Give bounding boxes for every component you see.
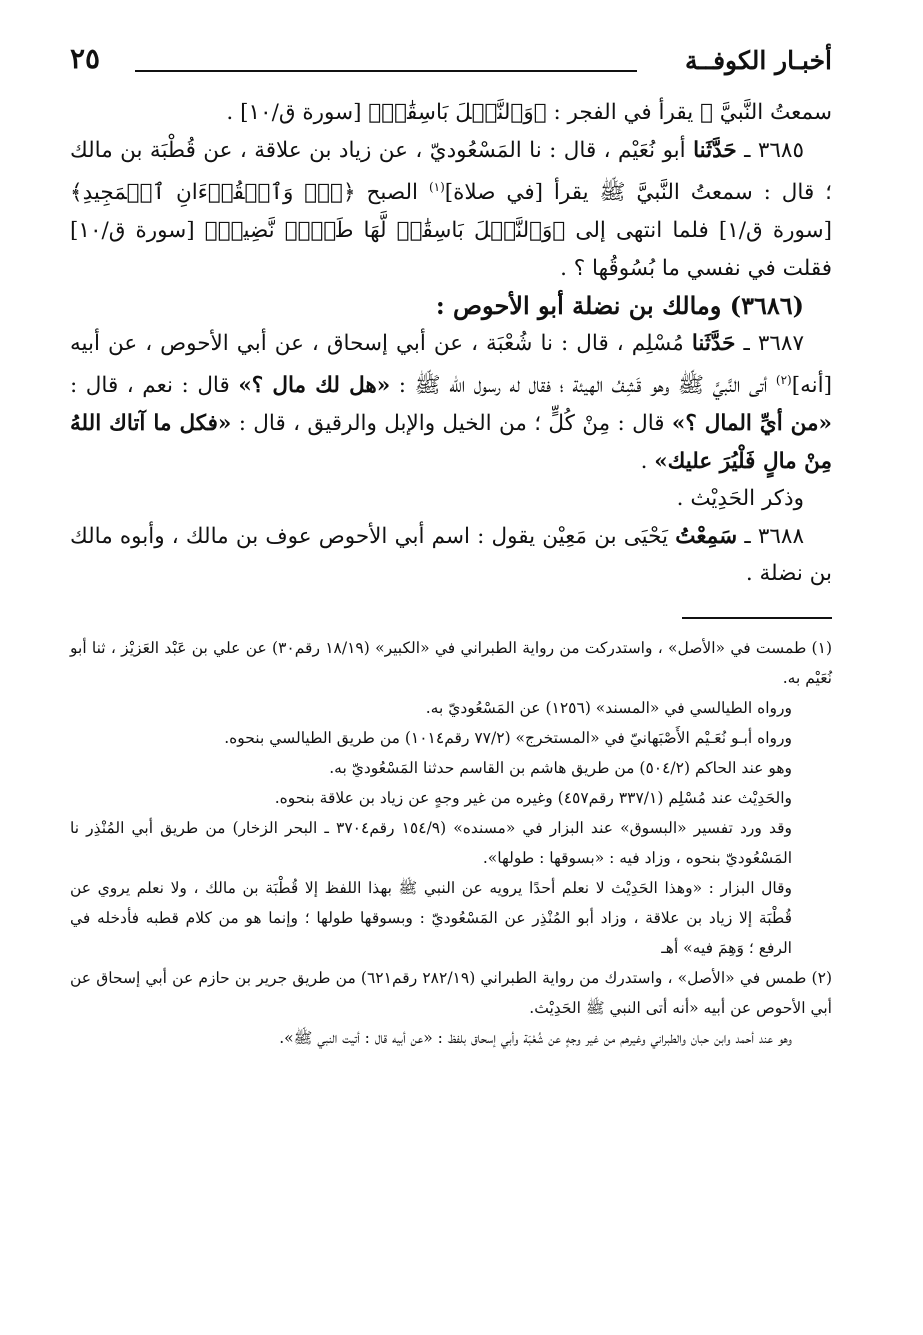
hadith-text: مُسْلِم ، قال : نا شُعْبَة ، عن أبي إسحاق ، عن أبي الأحوص ، عن أبيه [أنه] <box>70 330 832 399</box>
hadith-lead-word: سَمِعْتُ <box>675 523 738 549</box>
footnote-2: (٢) طمس في «الأصل» ، واستدرك من رواية الطبراني (٢٨٢/١٩ رقم٦٢١) من طريق جرير بن حازم عن أبي إسحاق عن أبي الأحوص عن أبيه «أنه أتى النبي ﷺ الحَدِيْث. <box>70 969 832 1018</box>
footnotes <box>70 633 832 1053</box>
page <box>70 40 832 1310</box>
hadith-number: ٣٦٨٥ ـ <box>736 137 805 163</box>
prophetic-speech: «هل لك مال ؟» <box>238 373 391 399</box>
hadith-lead-word: حَدَّثَنا <box>693 137 737 163</box>
paragraph-dhakar: وذكر الحَدِيْث . <box>676 486 804 512</box>
hadith-text: أبو نُعَيْم ، قال : نا المَسْعُوديّ ، عن زياد بن علاقة ، عن قُطْبَة بن مالك ؛ قال : سمعتُ النَّبيَّ ﷺ يقرأ [في صلاة] <box>70 137 832 206</box>
page-header <box>70 40 832 80</box>
hadith-3688 <box>70 518 832 593</box>
hadith-3687 <box>70 325 832 481</box>
hadith-text-cont: الصبح ﴿قٓۚ وَٱلۡقُرۡءَانِ ٱلۡمَجِيدِ﴾ [سورة ق/١] فلما انتهى إلى ﴿وَٱلنَّخۡلَ بَاسِقَٰتٖ لَّهَا طَلۡعٞ نَّضِيدٞ﴾ [سورة ق/١٠] فقلت في نفسي ما بُسُوقُها ؟ . <box>70 180 832 281</box>
main-text <box>70 94 832 593</box>
header-rule <box>135 70 637 72</box>
footnote-1: (١) طمست في «الأصل» ، واستدركت من رواية الطبراني في «الكبير» (١٨/١٩ رقم٣٠) عن علي بن عَبْد العَزيْز ، ثنا أبو نُعَيْم به. <box>70 639 832 688</box>
hadith-text-cont: أتى النَّبيَّ ﷺ وهو قَشِفُ الهيئة ؛ فقال له رسول الله ﷺ : <box>390 373 776 399</box>
footnote-line: وهو عند الحاكم (٥٠٤/٢) من طريق هاشم بن القاسم حدثنا المَسْعُوديّ به. <box>329 759 792 778</box>
footnote-ref-2: (٢) <box>775 373 792 388</box>
hadith-lead-word: حَدَّثَنا <box>691 330 736 356</box>
footnote-line: وهو عند أحمد وابن حبان والطبراني وغيرهم من غير وجهٍ عن شُعْبَة وأبي إسحاق بلفظ : «عن أبيه قال : أتيت النبي ﷺ». <box>279 1029 792 1048</box>
prophetic-speech: «فكل ما آتاك اللهُ مِنْ مالٍ فَلْيُرَ عليك» <box>70 411 832 474</box>
running-title: أخبـار الكوفــة <box>685 46 832 75</box>
prophetic-speech: «من أيِّ المال ؟» <box>671 411 832 437</box>
page-number: ٢٥ <box>70 42 101 75</box>
footnote-line: ورواه الطيالسي في «المسند» (١٢٥٦) عن المَسْعُوديّ به. <box>425 699 792 718</box>
section-heading-3686: (٣٦٨٦) ومالك بن نضلة أبو الأحوص : <box>435 291 804 321</box>
footnote-line: وقال البزار : «وهذا الحَدِيْث لا نعلم أحدًا يرويه عن النبي ﷺ بهذا اللفظ إلا قُطْبَة بن مالك ، ولا نعلم يروي عن قُطْبَة إلا زياد بن علاقة ، وزاد أبو المُنْذِر عن المَسْعُوديّ : وبسوقها طولها ؛ وإنما هو من كلام قطبه فأدخله في الرفع ؛ وَهِمَ فيه» أهـ <box>70 879 792 958</box>
hadith-text-cont: قال : مِنْ كُلٍّ ؛ من الخيل والإبل والرقيق ، قال : <box>231 411 672 437</box>
hadith-number: ٣٦٨٨ ـ <box>737 523 805 549</box>
footnote-line: وقد ورد تفسير «البسوق» عند البزار في «مسنده» (١٥٤/٩ رقم٣٧٠٤ ـ البحر الزخار) من طريق أبي المُنْذِر نا المَسْعُوديّ بنحوه ، وزاد فيه : «بسوقها : طولها». <box>70 819 792 868</box>
footnote-line: ورواه أبـو نُعَـيْم الأَصْبَهانيّ في «المستخرج» (٧٧/٢ رقم١٠١٤) من طريق الطيالسي بنحوه. <box>224 729 792 748</box>
hadith-text: يَحْيَى بن مَعِيْن يقول : اسم أبي الأحوص عوف بن مالك ، وأبوه مالك بن نضلة . <box>70 523 832 587</box>
paragraph-text: سمعتُ النَّبيَّ ﷺ يقرأ في الفجر : ﴿وَٱلنَّخۡلَ بَاسِقَٰتٖ﴾ [سورة ق/١٠] . <box>226 100 832 125</box>
paragraph-continuation <box>70 94 832 132</box>
footnote-separator <box>682 617 832 619</box>
footnote-line: والحَدِيْث عند مُسْلِم (٣٣٧/١ رقم٤٥٧) وغيره من غير وجهٍ عن زياد بن علاقة بنحوه. <box>274 789 792 808</box>
hadith-text-end: . <box>640 448 655 474</box>
hadith-text-cont: قال : نعم ، قال : <box>70 373 239 399</box>
hadith-number: ٣٦٨٧ ـ <box>735 330 805 356</box>
hadith-3685 <box>70 132 832 288</box>
footnote-ref-1: (١) <box>428 180 445 195</box>
